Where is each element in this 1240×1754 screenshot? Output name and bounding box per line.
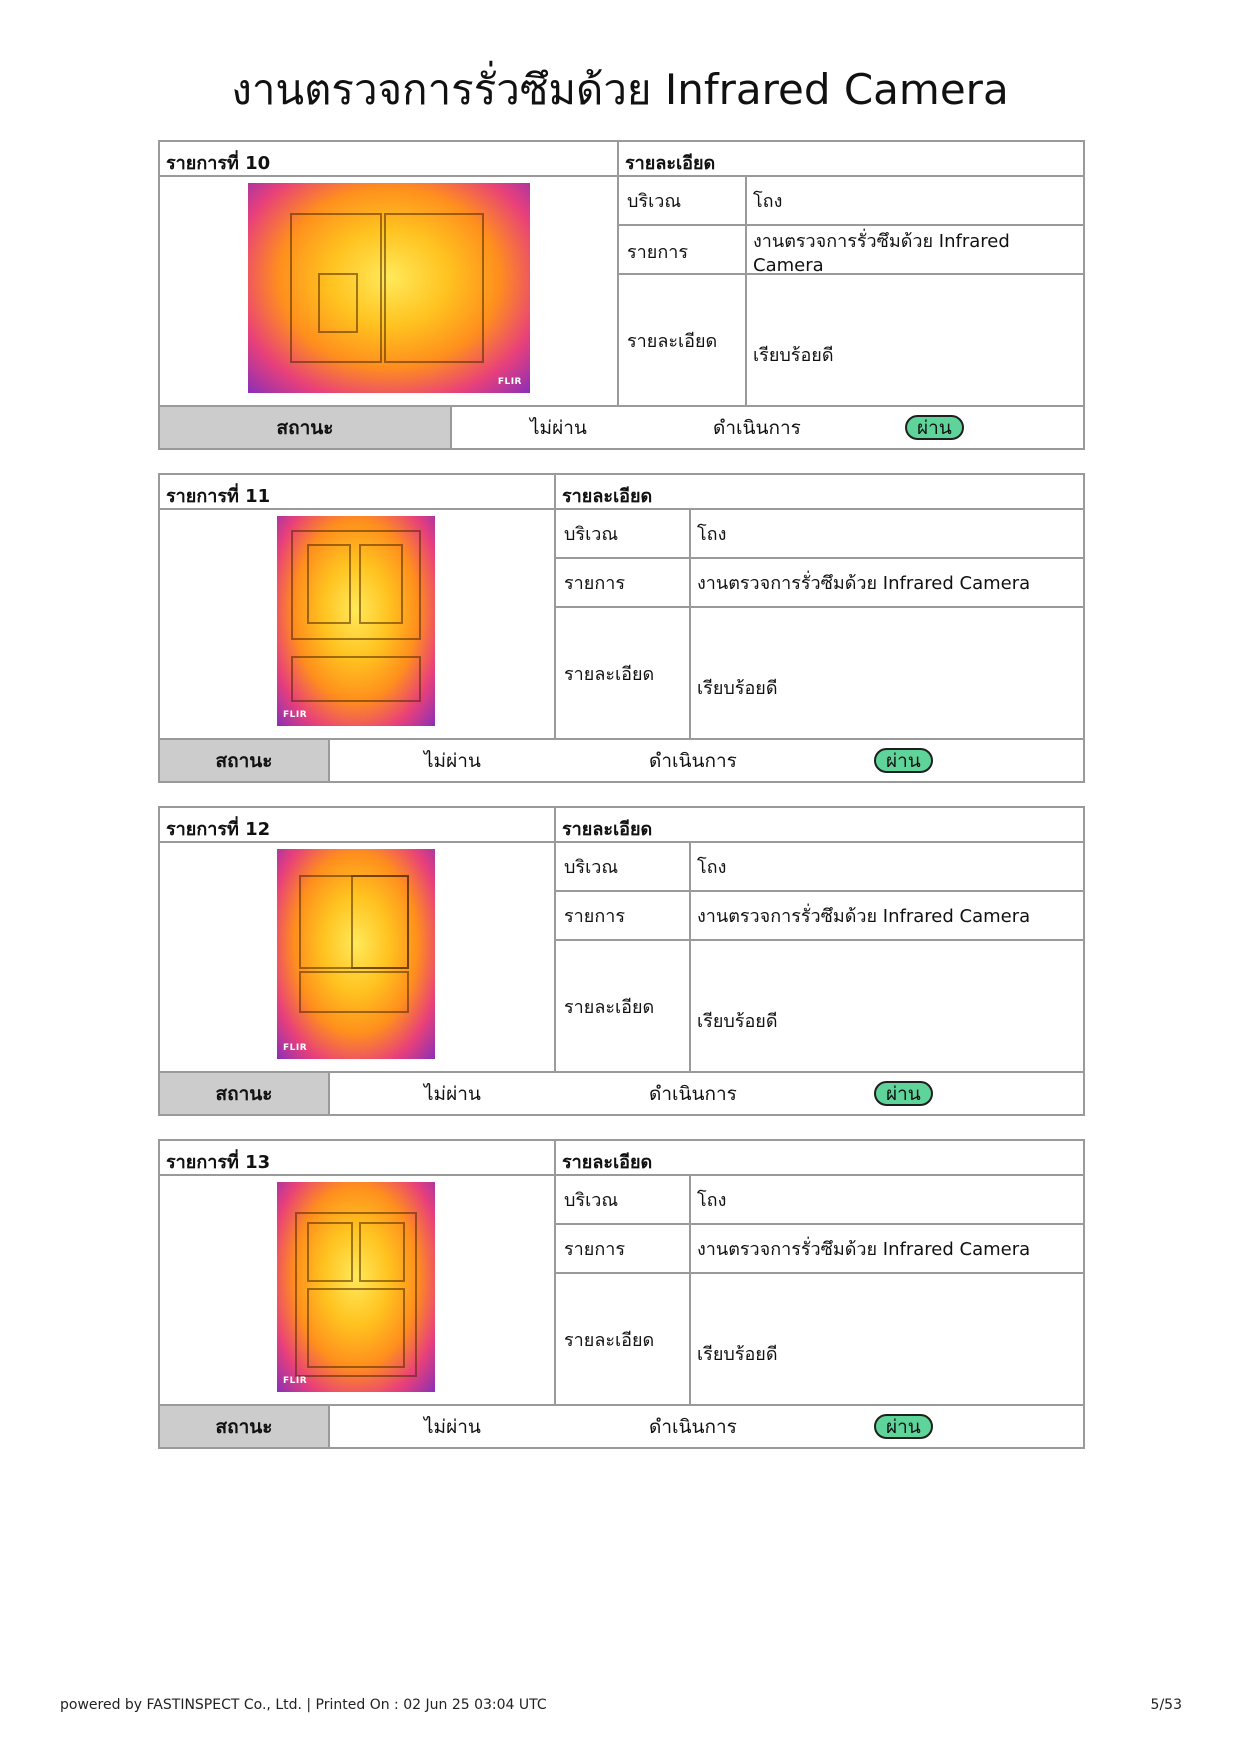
status-option-in-progress[interactable]: ดำเนินการ <box>649 1082 737 1105</box>
status-row <box>160 1406 1083 1447</box>
status-option-fail[interactable]: ไม่ผ่าน <box>530 416 587 439</box>
detail-label: รายละเอียด <box>619 275 747 405</box>
details-header: รายละเอียด <box>556 1141 1083 1176</box>
status-option-in-progress[interactable]: ดำเนินการ <box>649 1415 737 1438</box>
status-label: สถานะ <box>160 1406 330 1447</box>
thermal-image[interactable] <box>248 183 530 393</box>
status-option-pass[interactable]: ผ่าน <box>874 1081 933 1106</box>
flir-watermark: FLIR <box>497 377 522 387</box>
status-row <box>160 740 1083 781</box>
inspection-item-13 <box>158 1139 1085 1449</box>
flir-watermark: FLIR <box>283 1376 308 1386</box>
details-table <box>556 510 1083 738</box>
details-table <box>556 1176 1083 1404</box>
area-value: โถง <box>697 857 727 878</box>
status-option-pass[interactable]: ผ่าน <box>874 1414 933 1439</box>
item-header: รายการที่ 11 <box>160 475 556 510</box>
details-table <box>556 843 1083 1071</box>
area-label: บริเวณ <box>619 177 747 224</box>
area-label: บริเวณ <box>556 510 691 557</box>
item-header: รายการที่ 12 <box>160 808 556 843</box>
detail-value: เรียบร้อยดี <box>697 1011 778 1032</box>
area-value: โถง <box>697 524 727 545</box>
details-header: รายละเอียด <box>556 808 1083 843</box>
area-label: บริเวณ <box>556 843 691 890</box>
footer-credit: powered by FASTINSPECT Co., Ltd. | Printed On : 02 Jun 25 03:04 UTC <box>60 1697 547 1713</box>
status-label: สถานะ <box>160 740 330 781</box>
item-value: งานตรวจการรั่วซึมด้วย Infrared Camera <box>697 906 1031 927</box>
photo-cell <box>160 1176 556 1404</box>
area-label: บริเวณ <box>556 1176 691 1223</box>
detail-value: เรียบร้อยดี <box>753 345 834 366</box>
page-number: 5/53 <box>1150 1697 1182 1713</box>
status-row <box>160 1073 1083 1114</box>
details-header: รายละเอียด <box>556 475 1083 510</box>
photo-cell <box>160 843 556 1071</box>
item-label: รายการ <box>619 226 747 276</box>
page-title: งานตรวจการรั่วซึมด้วย Infrared Camera <box>231 65 1009 114</box>
status-label: สถานะ <box>160 407 452 448</box>
status-option-fail[interactable]: ไม่ผ่าน <box>424 749 481 772</box>
item-header: รายการที่ 13 <box>160 1141 556 1176</box>
photo-cell <box>160 510 556 738</box>
detail-label: รายละเอียด <box>556 1274 691 1404</box>
inspection-item-11 <box>158 473 1085 783</box>
item-label: รายการ <box>556 1225 691 1272</box>
flir-watermark: FLIR <box>283 710 308 720</box>
status-option-pass[interactable]: ผ่าน <box>905 415 964 440</box>
status-option-fail[interactable]: ไม่ผ่าน <box>424 1082 481 1105</box>
details-header: รายละเอียด <box>619 142 1083 177</box>
status-option-in-progress[interactable]: ดำเนินการ <box>713 416 801 439</box>
item-header: รายการที่ 10 <box>160 142 619 177</box>
detail-label: รายละเอียด <box>556 941 691 1071</box>
flir-watermark: FLIR <box>283 1043 308 1053</box>
thermal-image[interactable] <box>277 516 435 726</box>
status-option-pass[interactable]: ผ่าน <box>874 748 933 773</box>
area-value: โถง <box>697 1190 727 1211</box>
thermal-image[interactable] <box>277 1182 435 1392</box>
status-row <box>160 407 1083 448</box>
item-label: รายการ <box>556 559 691 606</box>
inspection-item-12 <box>158 806 1085 1116</box>
details-table <box>619 177 1083 405</box>
inspection-item-10 <box>158 140 1085 450</box>
detail-value: เรียบร้อยดี <box>697 678 778 699</box>
item-value: งานตรวจการรั่วซึมด้วย Infrared Camera <box>753 231 1010 276</box>
status-label: สถานะ <box>160 1073 330 1114</box>
area-value: โถง <box>753 191 783 212</box>
status-option-in-progress[interactable]: ดำเนินการ <box>649 749 737 772</box>
detail-value: เรียบร้อยดี <box>697 1344 778 1365</box>
item-value: งานตรวจการรั่วซึมด้วย Infrared Camera <box>697 573 1031 594</box>
photo-cell <box>160 177 619 405</box>
detail-label: รายละเอียด <box>556 608 691 738</box>
status-option-fail[interactable]: ไม่ผ่าน <box>424 1415 481 1438</box>
thermal-image[interactable] <box>277 849 435 1059</box>
item-label: รายการ <box>556 892 691 939</box>
item-value: งานตรวจการรั่วซึมด้วย Infrared Camera <box>697 1239 1031 1260</box>
